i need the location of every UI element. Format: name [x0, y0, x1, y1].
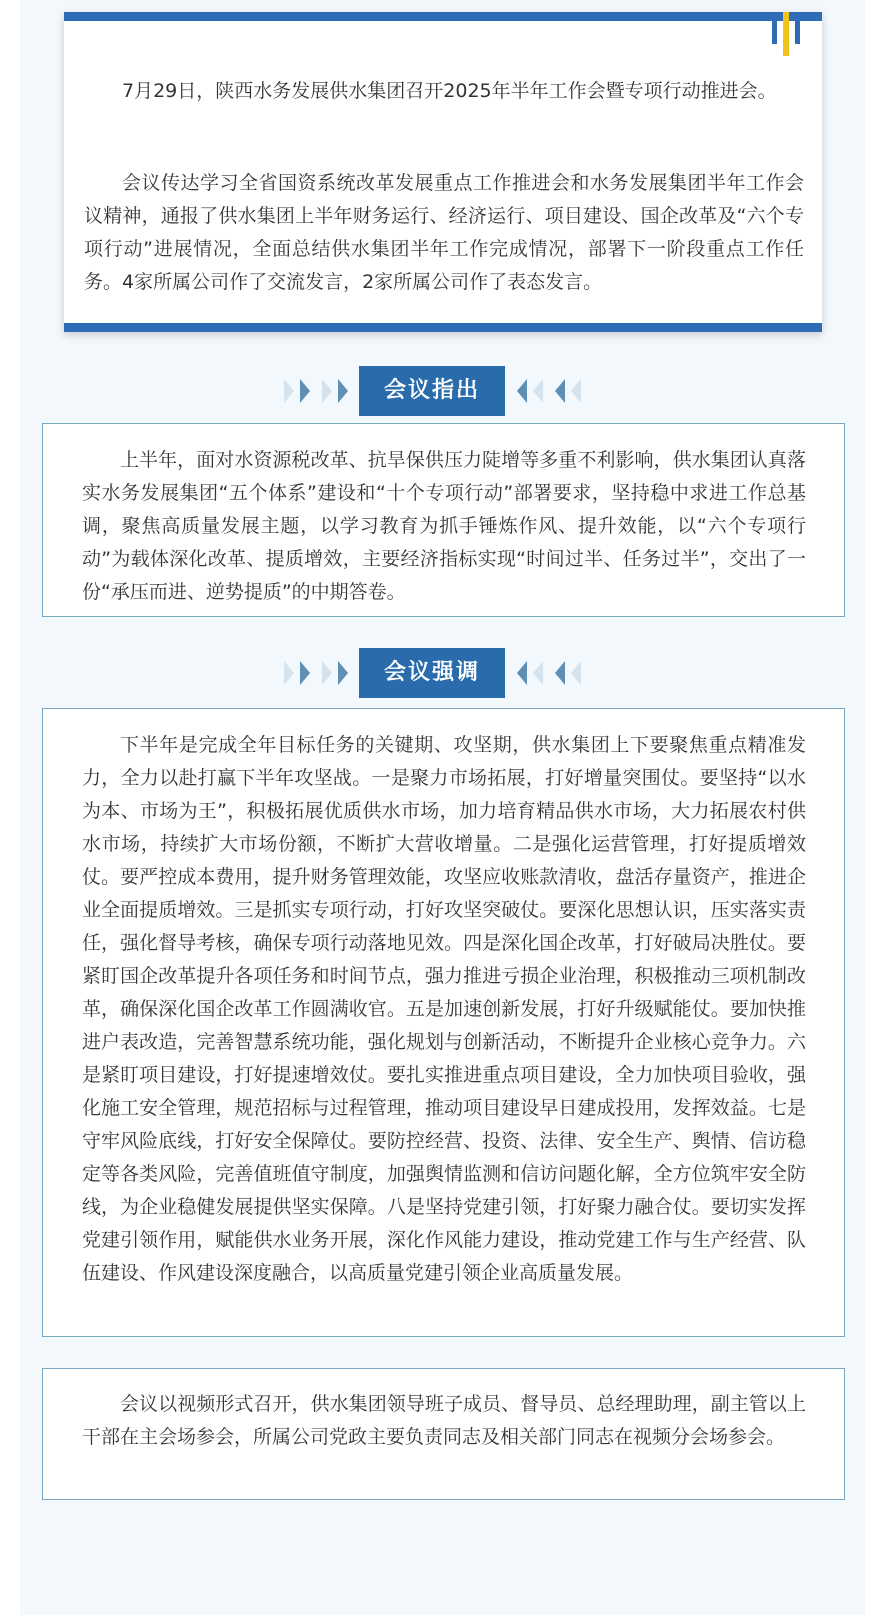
intro-paragraph-1: 7月29日，陕西水务发展供水集团召开2025年半年工作会暨专项行动推进会。 [122, 80, 777, 102]
double-arrow-left-icon [509, 377, 583, 405]
section-header-points [20, 366, 865, 416]
article-page [20, 0, 865, 1615]
intro-card [64, 12, 822, 332]
section-title: 会议指出 [359, 366, 505, 416]
section-paragraph: 上半年，面对水资源税改革、抗旱保供压力陡增等多重不利影响，供水集团认真落实水务发展集团“五个体系”建设和“十个专项行动”部署要求，坚持稳中求进工作总基调，聚焦高质量发展主题，以学习教育为抓手锤炼作风、提升效能，以“六个专项行动”为载体深化改革、提质增效，主要经济指标实现“时间过半、任务过半”，交出了一份“承压而进、逆势提质”的中期答卷。 [82, 449, 806, 603]
intro-paragraph-2: 会议传达学习全省国资系统改革发展重点工作推进会和水务发展集团半年工作会议精神，通报了供水集团上半年财务运行、经济运行、项目建设、国企改革及“六个专项行动”进展情况，全面总结供水集团半年工作完成情况，部署下一阶段重点工作任务。4家所属公司作了交流发言，2家所属公司作了表态发言。 [84, 172, 804, 293]
corner-stripes-icon [770, 12, 802, 56]
section-header-emphasis [20, 648, 865, 698]
closing-box [42, 1368, 845, 1500]
double-arrow-left-icon [509, 659, 583, 687]
section-title: 会议强调 [359, 648, 505, 698]
closing-paragraph: 会议以视频形式召开，供水集团领导班子成员、督导员、总经理助理，副主管以上干部在主会场参会，所属公司党政主要负责同志及相关部门同志在视频分会场参会。 [82, 1393, 806, 1448]
section-box-emphasis [42, 708, 845, 1337]
section-box-points [42, 423, 845, 617]
double-arrow-right-icon [282, 659, 356, 687]
section-paragraph: 下半年是完成全年目标任务的关键期、攻坚期，供水集团上下要聚焦重点精准发力，全力以赴打赢下半年攻坚战。一是聚力市场拓展，打好增量突围仗。要坚持“以水为本、市场为王”，积极拓展优质供水市场，加力培育精品供水市场，大力拓展农村供水市场，持续扩大市场份额，不断扩大营收增量。二是强化运营管理，打好提质增效仗。要严控成本费用，提升财务管理效能，攻坚应收账款清收，盘活存量资产，推进企业全面提质增效。三是抓实专项行动，打好攻坚突破仗。要深化思想认识，压实落实责任，强化督导考核，确保专项行动落地见效。四是深化国企改革，打好破局决胜仗。要紧盯国企改革提升各项任务和时间节点，强力推进亏损企业治理，积极推动三项机制改革，确保深化国企改革工作圆满收官。五是加速创新发展，打好升级赋能仗。要加快推进户表改造，完善智慧系统功能，强化规划与创新活动，不断提升企业核心竞争力。六是紧盯项目建设，打好提速增效仗。要扎实推进重点项目建设，全力加快项目验收，强化施工安全管理，规范招标与过程管理，推动项目建设早日建成投用，发挥效益。七是守牢风险底线，打好安全保障仗。要防控经营、投资、法律、安全生产、舆情、信访稳定等各类风险，完善值班值守制度，加强舆情监测和信访问题化解，全方位筑牢安全防线，为企业稳健发展提供坚实保障。八是坚持党建引领，打好聚力融合仗。要切实发挥党建引领作用，赋能供水业务开展，深化作风能力建设，推动党建工作与生产经营、队伍建设、作风建设深度融合，以高质量党建引领企业高质量发展。 [82, 734, 806, 1284]
double-arrow-right-icon [282, 377, 356, 405]
